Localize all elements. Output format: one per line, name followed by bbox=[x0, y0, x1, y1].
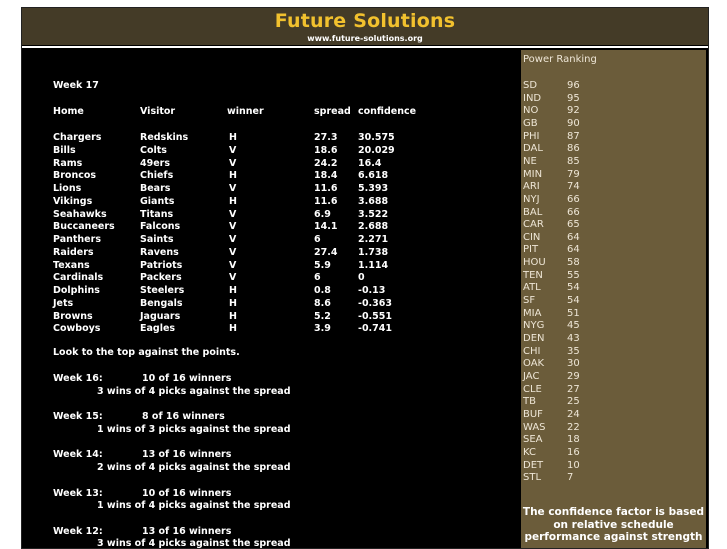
team-abbr: JAC bbox=[523, 370, 540, 382]
winner-cell: H bbox=[229, 323, 237, 335]
ranking-row bbox=[523, 472, 703, 484]
winner-cell: H bbox=[229, 132, 237, 143]
spread-cell: 5.9 bbox=[314, 259, 331, 271]
team-abbr: OAK bbox=[523, 358, 545, 370]
ranking-row bbox=[523, 219, 703, 231]
team-abbr: DET bbox=[523, 459, 544, 471]
confidence-cell: 6.618 bbox=[358, 170, 389, 182]
history-week: Week 12: bbox=[53, 525, 103, 537]
table-row bbox=[22, 209, 520, 221]
visitor-cell: Jaguars bbox=[140, 310, 181, 322]
winner-cell: H bbox=[229, 170, 237, 182]
ranking-row bbox=[523, 244, 703, 256]
visitor-cell: Bears bbox=[140, 183, 171, 194]
column-header-home: Home bbox=[53, 106, 84, 117]
table-row bbox=[22, 247, 520, 259]
winner-cell: V bbox=[229, 259, 237, 271]
team-score: 45 bbox=[567, 320, 580, 332]
team-abbr: ATL bbox=[523, 282, 541, 294]
home-cell: Bills bbox=[53, 144, 76, 156]
team-abbr: DAL bbox=[523, 143, 543, 155]
home-cell: Browns bbox=[53, 310, 93, 322]
history-winners: 13 of 16 winners bbox=[142, 449, 232, 461]
ranking-row bbox=[523, 409, 703, 421]
history-spread: 3 wins of 4 picks against the spread bbox=[97, 538, 291, 549]
team-abbr: WAS bbox=[523, 421, 546, 433]
visitor-cell: Falcons bbox=[140, 221, 181, 233]
spread-cell: 8.6 bbox=[314, 297, 331, 309]
site-header bbox=[22, 8, 708, 45]
ranking-row bbox=[523, 131, 703, 143]
home-cell: Texans bbox=[53, 259, 90, 271]
visitor-cell: Packers bbox=[140, 272, 182, 284]
ranking-row bbox=[523, 207, 703, 219]
ranking-row bbox=[523, 447, 703, 459]
ranking-row bbox=[523, 143, 703, 155]
team-score: 43 bbox=[567, 333, 580, 344]
visitor-cell: Redskins bbox=[140, 132, 189, 143]
team-score: 54 bbox=[567, 295, 580, 307]
confidence-cell: 2.688 bbox=[358, 221, 389, 233]
history-week: Week 13: bbox=[53, 487, 103, 499]
history-week: Week 14: bbox=[53, 449, 103, 461]
team-score: 86 bbox=[567, 143, 580, 155]
ranking-row bbox=[523, 118, 703, 130]
ranking-row bbox=[523, 396, 703, 408]
ranking-row bbox=[523, 194, 703, 206]
team-abbr: KC bbox=[523, 446, 536, 458]
table-row bbox=[22, 221, 520, 233]
team-score: 51 bbox=[567, 307, 580, 319]
ranking-row bbox=[523, 346, 703, 358]
spread-cell: 6 bbox=[314, 234, 321, 245]
team-score: 35 bbox=[567, 345, 580, 357]
team-score: 25 bbox=[567, 396, 580, 408]
visitor-cell: 49ers bbox=[140, 157, 171, 169]
site-title: Future Solutions bbox=[274, 10, 456, 32]
ranking-row bbox=[523, 156, 703, 168]
team-abbr: IND bbox=[523, 92, 542, 104]
spread-cell: 5.2 bbox=[314, 310, 331, 322]
table-row bbox=[22, 323, 520, 335]
ranking-row bbox=[523, 169, 703, 181]
ranking-row bbox=[523, 422, 703, 434]
table-row bbox=[22, 145, 520, 157]
history-winners: 10 of 16 winners bbox=[142, 373, 232, 384]
team-abbr: NYJ bbox=[523, 193, 540, 205]
team-score: 95 bbox=[567, 92, 580, 104]
ranking-row bbox=[523, 320, 703, 332]
winner-cell: V bbox=[229, 234, 237, 245]
team-score: 66 bbox=[567, 193, 580, 205]
team-abbr: HOU bbox=[523, 257, 546, 269]
team-score: 64 bbox=[567, 244, 580, 256]
visitor-cell: Eagles bbox=[140, 323, 176, 335]
spread-cell: 11.6 bbox=[314, 183, 338, 194]
team-abbr: NYG bbox=[523, 320, 545, 332]
team-abbr: ARI bbox=[523, 181, 540, 193]
header-divider bbox=[22, 46, 708, 48]
home-cell: Chargers bbox=[53, 132, 102, 143]
ranking-row bbox=[523, 434, 703, 446]
table-row bbox=[22, 260, 520, 272]
winner-cell: V bbox=[229, 157, 237, 169]
week-title: Week 17 bbox=[53, 80, 99, 91]
home-cell: Lions bbox=[53, 183, 82, 194]
ranking-row bbox=[523, 93, 703, 105]
ranking-row bbox=[523, 333, 703, 345]
visitor-cell: Steelers bbox=[140, 285, 185, 296]
home-cell: Rams bbox=[53, 157, 83, 169]
team-abbr: TB bbox=[523, 396, 536, 408]
visitor-cell: Chiefs bbox=[140, 170, 174, 182]
spread-cell: 18.6 bbox=[314, 144, 338, 156]
visitor-cell: Patriots bbox=[140, 259, 183, 271]
team-score: 30 bbox=[567, 358, 580, 370]
team-abbr: CHI bbox=[523, 345, 541, 357]
column-header-spread: spread bbox=[314, 106, 351, 117]
history-spread: 1 wins of 4 picks against the spread bbox=[97, 500, 291, 512]
team-score: 66 bbox=[567, 206, 580, 218]
page-frame bbox=[21, 7, 709, 549]
confidence-cell: -0.551 bbox=[358, 310, 392, 322]
home-cell: Jets bbox=[53, 297, 74, 309]
team-score: 64 bbox=[567, 231, 580, 243]
ranking-row bbox=[523, 460, 703, 472]
table-row bbox=[22, 132, 520, 144]
ranking-row bbox=[523, 282, 703, 294]
team-score: 92 bbox=[567, 105, 580, 117]
winner-cell: V bbox=[229, 183, 237, 194]
ranking-row bbox=[523, 270, 703, 282]
team-abbr: SEA bbox=[523, 434, 543, 446]
column-header-winner: winner bbox=[227, 106, 264, 117]
table-row bbox=[22, 183, 520, 195]
spread-cell: 14.1 bbox=[314, 221, 338, 233]
team-score: 90 bbox=[567, 117, 580, 129]
confidence-cell: 16.4 bbox=[358, 157, 382, 169]
confidence-note: The confidence factor is based on relative schedule performance against strength bbox=[522, 506, 705, 543]
table-row bbox=[22, 311, 520, 323]
team-score: 65 bbox=[567, 219, 580, 231]
team-score: 54 bbox=[567, 282, 580, 294]
main-content bbox=[22, 50, 520, 548]
team-abbr: SF bbox=[523, 295, 536, 307]
team-score: 22 bbox=[567, 421, 580, 433]
visitor-cell: Bengals bbox=[140, 297, 183, 309]
home-cell: Seahawks bbox=[53, 208, 107, 220]
winner-cell: V bbox=[229, 246, 237, 258]
spread-cell: 11.6 bbox=[314, 195, 338, 207]
confidence-cell: 3.688 bbox=[358, 195, 389, 207]
table-row bbox=[22, 272, 520, 284]
team-abbr: PIT bbox=[523, 244, 539, 256]
table-row bbox=[22, 298, 520, 310]
team-score: 96 bbox=[567, 80, 580, 91]
ranking-row bbox=[523, 181, 703, 193]
team-score: 79 bbox=[567, 168, 580, 180]
confidence-cell: 1.114 bbox=[358, 259, 389, 271]
site-url[interactable]: www.future-solutions.org bbox=[307, 34, 423, 43]
ranking-row bbox=[523, 358, 703, 370]
team-abbr: CLE bbox=[523, 383, 542, 395]
home-cell: Broncos bbox=[53, 170, 97, 182]
team-score: 18 bbox=[567, 434, 580, 446]
team-score: 16 bbox=[567, 446, 580, 458]
team-score: 74 bbox=[567, 181, 580, 193]
history-winners: 8 of 16 winners bbox=[142, 411, 225, 423]
team-abbr: MIA bbox=[523, 307, 542, 319]
ranking-row bbox=[523, 257, 703, 269]
team-score: 58 bbox=[567, 257, 580, 269]
home-cell: Raiders bbox=[53, 246, 94, 258]
team-abbr: BUF bbox=[523, 408, 543, 420]
team-abbr: CIN bbox=[523, 231, 541, 243]
history-winners: 13 of 16 winners bbox=[142, 525, 232, 537]
team-score: 7 bbox=[567, 472, 574, 484]
team-abbr: MIN bbox=[523, 168, 543, 180]
winner-cell: V bbox=[229, 144, 237, 156]
team-abbr: CAR bbox=[523, 219, 544, 231]
winner-cell: V bbox=[229, 221, 237, 233]
team-score: 55 bbox=[567, 269, 580, 281]
home-cell: Cowboys bbox=[53, 323, 101, 335]
spread-cell: 27.3 bbox=[314, 132, 338, 143]
winner-cell: H bbox=[229, 297, 237, 309]
home-cell: Vikings bbox=[53, 195, 93, 207]
winner-cell: V bbox=[229, 272, 237, 284]
team-abbr: BAL bbox=[523, 206, 543, 218]
history-spread: 2 wins of 4 picks against the spread bbox=[97, 462, 291, 474]
ranking-row bbox=[523, 105, 703, 117]
table-row bbox=[22, 234, 520, 246]
winner-cell: H bbox=[229, 195, 237, 207]
visitor-cell: Colts bbox=[140, 144, 167, 156]
team-score: 85 bbox=[567, 155, 580, 167]
home-cell: Dolphins bbox=[53, 285, 100, 296]
visitor-cell: Ravens bbox=[140, 246, 179, 258]
sidebar-title: Power Ranking bbox=[523, 54, 597, 65]
home-cell: Cardinals bbox=[53, 272, 104, 284]
history-week: Week 16: bbox=[53, 373, 103, 384]
column-header-visitor: Visitor bbox=[140, 106, 176, 117]
team-abbr: NE bbox=[523, 155, 537, 167]
ranking-row bbox=[523, 371, 703, 383]
confidence-cell: 30.575 bbox=[358, 132, 395, 143]
confidence-cell: 2.271 bbox=[358, 234, 389, 245]
spread-cell: 0.8 bbox=[314, 285, 331, 296]
history-spread: 1 wins of 3 picks against the spread bbox=[97, 423, 291, 435]
ranking-row bbox=[523, 232, 703, 244]
team-score: 27 bbox=[567, 383, 580, 395]
winner-cell: H bbox=[229, 285, 237, 296]
winner-cell: V bbox=[229, 208, 237, 220]
table-row bbox=[22, 170, 520, 182]
team-abbr: STL bbox=[523, 472, 542, 484]
home-cell: Panthers bbox=[53, 234, 101, 245]
team-abbr: PHI bbox=[523, 130, 540, 142]
ranking-row bbox=[523, 384, 703, 396]
team-score: 24 bbox=[567, 408, 580, 420]
spread-cell: 24.2 bbox=[314, 157, 338, 169]
table-row bbox=[22, 196, 520, 208]
spread-cell: 27.4 bbox=[314, 246, 338, 258]
visitor-cell: Titans bbox=[140, 208, 174, 220]
team-abbr: SD bbox=[523, 80, 538, 91]
visitor-cell: Giants bbox=[140, 195, 175, 207]
home-cell: Buccaneers bbox=[53, 221, 115, 233]
table-row bbox=[22, 285, 520, 297]
team-abbr: GB bbox=[523, 117, 538, 129]
team-score: 87 bbox=[567, 130, 580, 142]
ranking-row bbox=[523, 308, 703, 320]
advice-text: Look to the top against the points. bbox=[53, 347, 240, 358]
visitor-cell: Saints bbox=[140, 234, 174, 245]
ranking-row bbox=[523, 295, 703, 307]
team-abbr: DEN bbox=[523, 333, 545, 344]
confidence-cell: -0.13 bbox=[358, 285, 386, 296]
column-header-confidence: confidence bbox=[358, 106, 417, 117]
power-ranking-sidebar bbox=[521, 50, 706, 548]
confidence-cell: 0 bbox=[358, 272, 365, 284]
table-row bbox=[22, 158, 520, 170]
spread-cell: 6 bbox=[314, 272, 321, 284]
history-week: Week 15: bbox=[53, 411, 103, 423]
team-score: 29 bbox=[567, 370, 580, 382]
winner-cell: H bbox=[229, 310, 237, 322]
confidence-cell: 5.393 bbox=[358, 183, 389, 194]
team-abbr: TEN bbox=[523, 269, 543, 281]
confidence-cell: 1.738 bbox=[358, 246, 389, 258]
spread-cell: 3.9 bbox=[314, 323, 331, 335]
spread-cell: 6.9 bbox=[314, 208, 331, 220]
confidence-cell: 3.522 bbox=[358, 208, 389, 220]
spread-cell: 18.4 bbox=[314, 170, 338, 182]
ranking-row bbox=[523, 80, 703, 92]
team-abbr: NO bbox=[523, 105, 539, 117]
history-winners: 10 of 16 winners bbox=[142, 487, 232, 499]
history-spread: 3 wins of 4 picks against the spread bbox=[97, 385, 291, 397]
confidence-cell: 20.029 bbox=[358, 144, 395, 156]
confidence-cell: -0.363 bbox=[358, 297, 392, 309]
confidence-cell: -0.741 bbox=[358, 323, 392, 335]
team-score: 10 bbox=[567, 459, 580, 471]
